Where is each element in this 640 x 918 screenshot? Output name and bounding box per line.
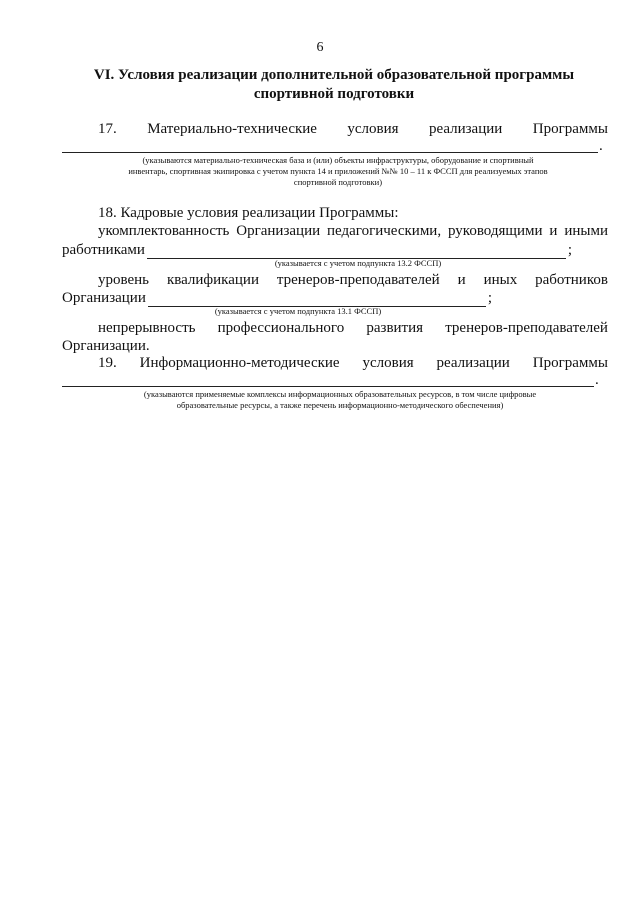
item17-terminator: . <box>599 138 603 154</box>
item19-fill-rule <box>62 386 594 387</box>
item18-dev-word: развития <box>366 320 424 336</box>
item18-staffing-blank <box>147 245 566 259</box>
item18-staffing-note: (указывается с учетом подпункта 13.2 ФССП) <box>274 258 442 268</box>
item17-fill-rule <box>62 152 598 153</box>
item19-terminator: . <box>595 372 599 388</box>
item18-qual-cont <box>62 289 492 307</box>
item17-note-line2: инвентарь, спортивная экипировка с учетом пункта 14 и приложений №№ 10 – 11 к ФССП для реализуемых этапов <box>128 166 548 176</box>
item19-word: Информационно-методические <box>139 355 340 371</box>
item18-staffing-word: укомплектованность <box>98 223 230 239</box>
item18-staffing-word: педагогическими, <box>327 223 442 239</box>
item18-qual-end: ; <box>487 290 492 306</box>
item19-word: Программы <box>532 355 608 371</box>
item17-line <box>98 120 608 138</box>
item17-word: реализации <box>428 121 503 137</box>
page-number: 6 <box>316 40 324 55</box>
item17-word: 17. <box>98 121 117 137</box>
item19-word: 19. <box>98 355 117 371</box>
item18-qual-word: тренеров-преподавателей <box>276 272 440 288</box>
item19-word: реализации <box>436 355 510 371</box>
item18-title: 18. Кадровые условия реализации Программы: <box>98 205 399 221</box>
item18-qual-line <box>98 271 608 289</box>
item17-word: условия <box>347 121 399 137</box>
section-heading-line1: VI. Условия реализации дополнительной образовательной программы <box>93 67 575 83</box>
item17-note-line3: спортивной подготовки) <box>293 177 383 187</box>
item18-qual-word: работников <box>535 272 608 288</box>
item17-note-line1: (указываются материально-техническая база и (или) объекты инфраструктуры, оборудование и спортивный <box>142 155 534 165</box>
item18-dev-word: тренеров-преподавателей <box>445 320 608 336</box>
item18-dev-word: профессионального <box>217 320 345 336</box>
item18-dev-word: непрерывность <box>98 320 196 336</box>
item18-staffing-cont <box>62 241 572 259</box>
item18-qual-blank <box>148 293 486 307</box>
item18-staffing-word: руководящими <box>447 223 543 239</box>
item19-note-line1: (указываются применяемые комплексы информационных образовательных ресурсов, в том числе цифровые <box>143 389 537 399</box>
item17-note <box>48 155 628 188</box>
item18-qual-cont-word: Организации <box>62 290 146 306</box>
item17-word: Программы <box>532 121 608 137</box>
item18-dev-line <box>98 319 608 337</box>
item19-note <box>30 389 640 411</box>
section-heading-line2: спортивной подготовки <box>253 86 415 102</box>
item18-staffing-cont-word: работниками <box>62 242 145 258</box>
item18-qual-word: иных <box>483 272 518 288</box>
item17-word: Материально-технические <box>147 121 317 137</box>
section-heading <box>0 66 640 104</box>
item18-qual-word: уровень <box>98 272 150 288</box>
item18-staffing-line <box>98 222 608 240</box>
item19-word: условия <box>362 355 414 371</box>
item18-qual-word: и <box>457 272 466 288</box>
item18-staffing-word: и <box>549 223 558 239</box>
item18-dev-cont: Организации. <box>62 338 150 354</box>
item18-staffing-end: ; <box>567 242 572 258</box>
item18-qual-word: квалификации <box>166 272 259 288</box>
item18-qual-note: (указывается с учетом подпункта 13.1 ФССП) <box>214 306 382 316</box>
item19-note-line2: образовательные ресурсы, а также перечень информационно-методического обеспечения) <box>176 400 504 410</box>
item18-staffing-word: Организации <box>236 223 321 239</box>
item19-line <box>98 354 608 372</box>
item18-staffing-word: иными <box>564 223 608 239</box>
